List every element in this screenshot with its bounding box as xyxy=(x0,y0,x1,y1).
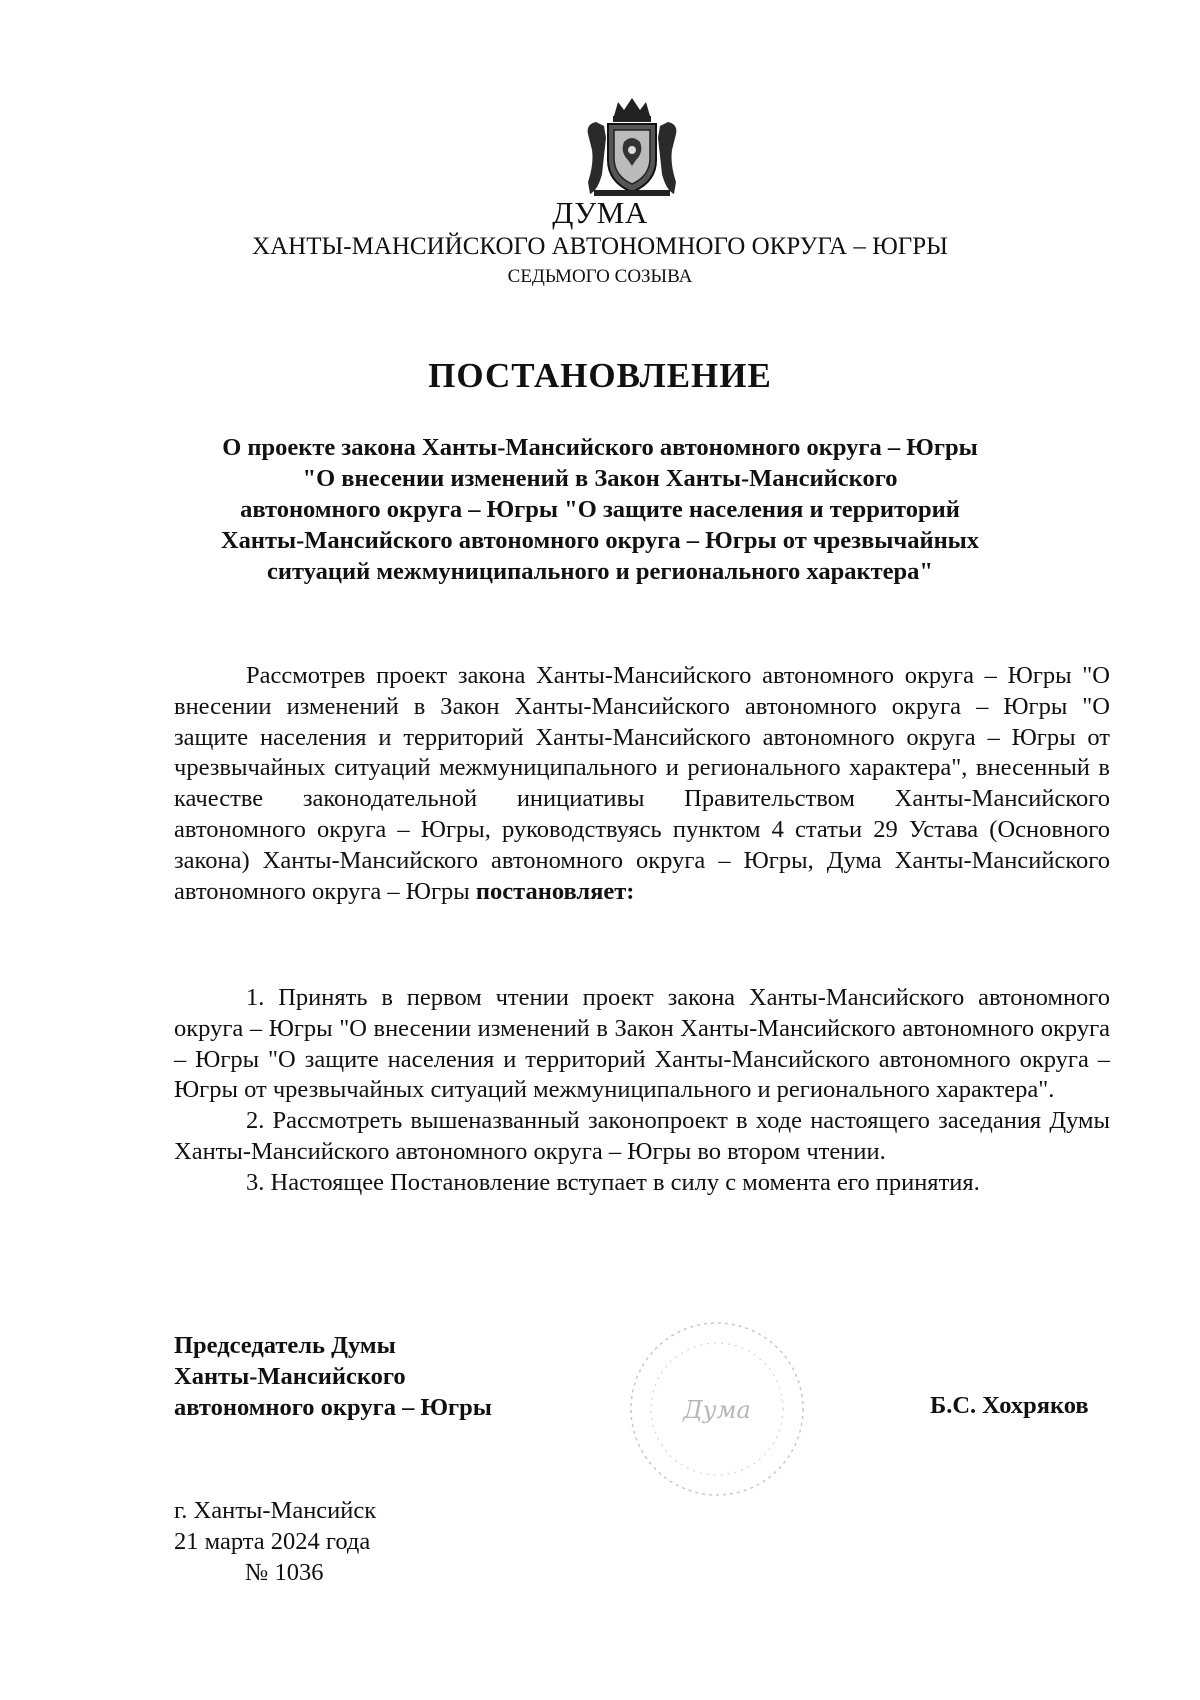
signer-name: Б.С. Хохряков xyxy=(930,1392,1089,1419)
document-subject xyxy=(190,432,1010,587)
signer-position-line: Председатель Думы xyxy=(174,1332,396,1359)
organization-region: ХАНТЫ-МАНСИЙСКОГО АВТОНОМНОГО ОКРУГА – ЮГРЫ xyxy=(252,233,948,260)
subject-line: Ханты-Мансийского автономного округа – Югры от чрезвычайных xyxy=(220,527,980,554)
official-seal xyxy=(626,1318,808,1500)
document-type-heading: ПОСТАНОВЛЕНИЕ xyxy=(428,356,772,395)
signer-position-line: Ханты-Мансийского xyxy=(174,1363,406,1390)
seal-text: Дума xyxy=(683,1396,751,1424)
resolution-item: 2. Рассмотреть вышеназванный законопроект в ходе настоящего заседания Думы Ханты-Мансийского автономного округа – Югры во втором чтении. xyxy=(174,1107,1110,1165)
preamble-paragraph xyxy=(174,661,1110,907)
resolution-item: 1. Принять в первом чтении проект закона Ханты-Мансийского автономного округа – Югры "О внесении изменений в Закон Ханты-Мансийского автономного округа – Югры "О защите населения и территорий Ханты-Мансийского автономного округа – Югры от чрезвычайных ситуаций межмуниципального и регионального характера". xyxy=(174,984,1110,1104)
document-date: 21 марта 2024 года xyxy=(174,1528,371,1555)
subject-line: автономного округа – Югры "О защите населения и территорий xyxy=(240,496,960,523)
resolution-items xyxy=(174,983,1110,1199)
preamble-verb: постановляет: xyxy=(475,877,635,905)
signer-position xyxy=(174,1330,492,1423)
organization-convocation: СЕДЬМОГО СОЗЫВА xyxy=(507,266,693,287)
subject-line: О проекте закона Ханты-Мансийского автономного округа – Югры xyxy=(222,434,978,461)
document-requisites xyxy=(174,1495,376,1588)
coat-of-arms-icon xyxy=(584,94,680,198)
document-city: г. Ханты-Мансийск xyxy=(174,1497,377,1524)
organization-name: ДУМА xyxy=(552,195,648,230)
resolution-item: 3. Настоящее Постановление вступает в силу с момента его принятия. xyxy=(246,1168,980,1196)
subject-line: "О внесении изменений в Закон Ханты-Мансийского xyxy=(302,465,898,492)
preamble-text: Рассмотрев проект закона Ханты-Мансийского автономного округа – Югры "О внесении изменений в Закон Ханты-Мансийского автономного округа – Югры "О защите населения и территорий Ханты-Мансийского автономного округа – Югры от чрезвычайных ситуаций межмуниципального и регионального характера", внесенный в качестве законодательной инициативы Правительством Ханты-Мансийского автономного округа – Югры, руководствуясь пунктом 4 статьи 29 Устава (Основного закона) Ханты-Мансийского автономного округа – Югры, Дума Ханты-Мансийского автономного округа – Югры xyxy=(174,662,1110,905)
signer-position-line: автономного округа – Югры xyxy=(174,1394,492,1421)
subject-line: ситуаций межмуниципального и регионального характера" xyxy=(267,558,933,585)
document-number: № 1036 xyxy=(245,1559,324,1586)
